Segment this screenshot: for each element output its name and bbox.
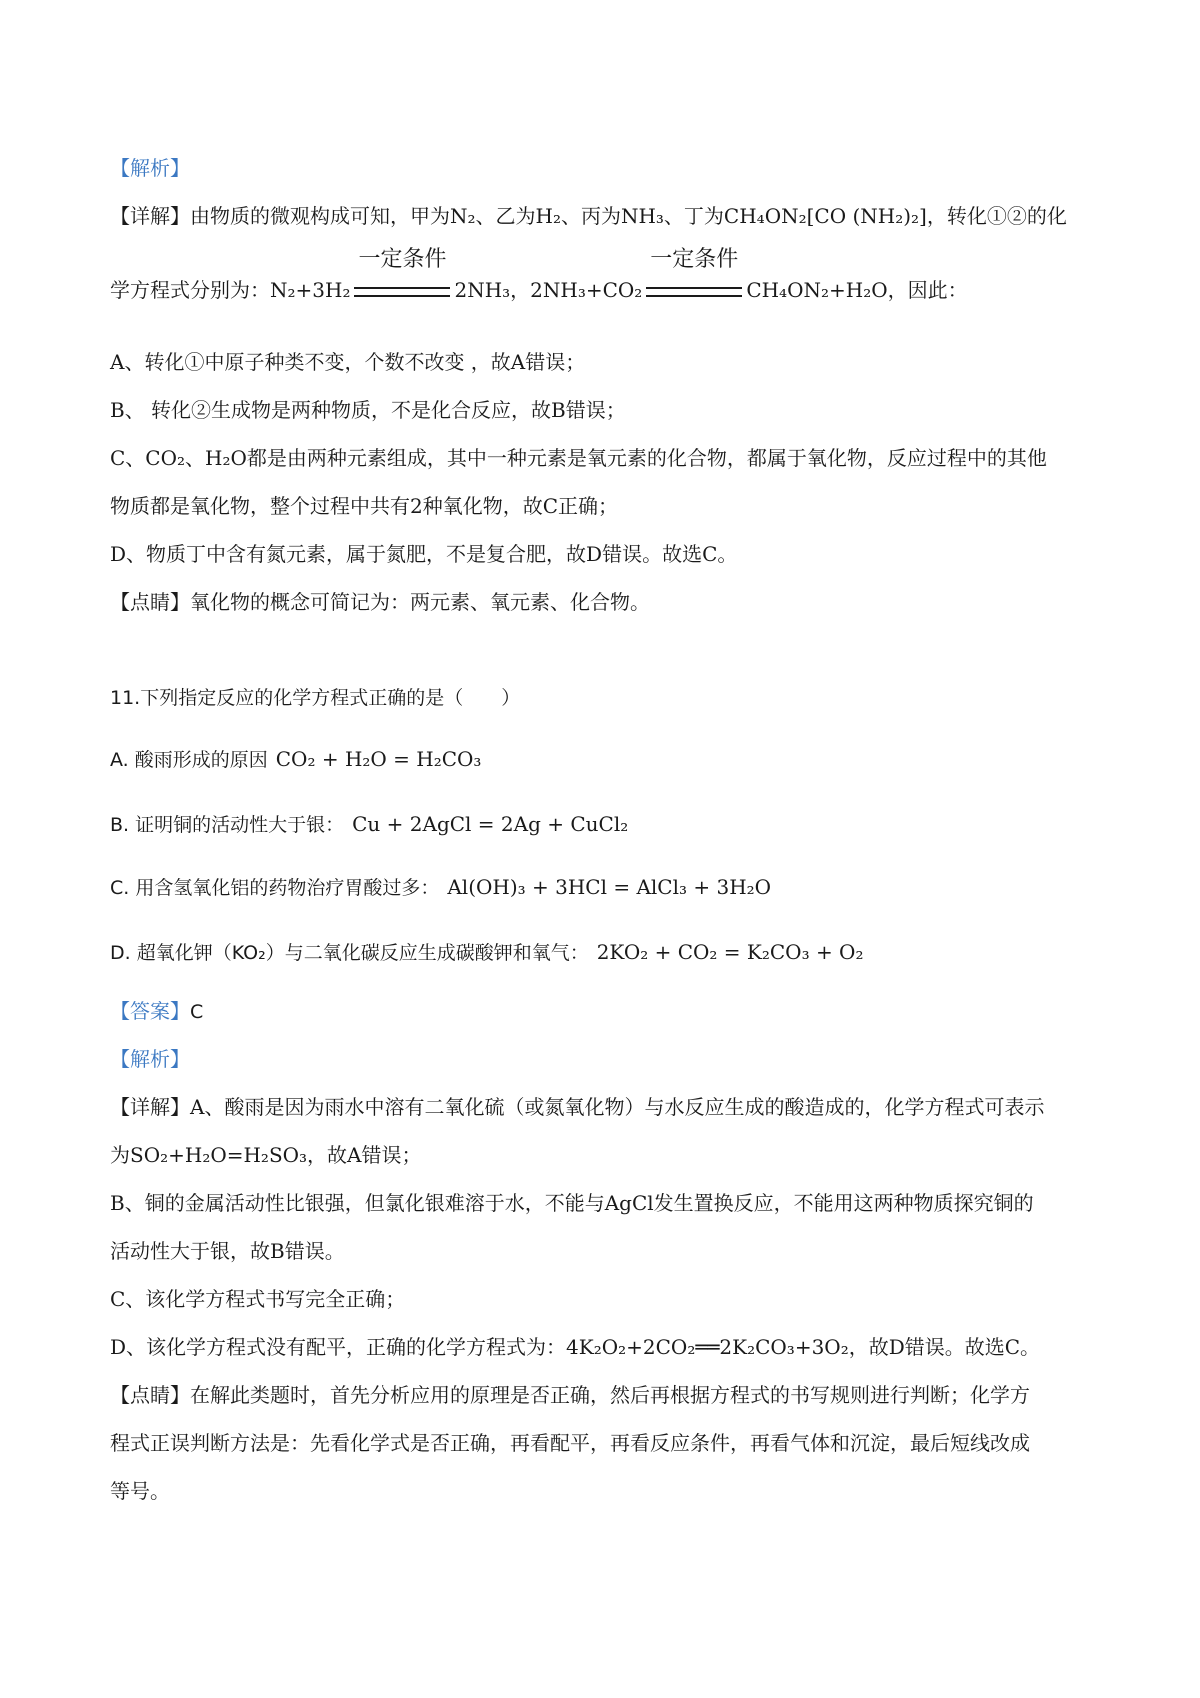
question-11-option-a [110,746,1100,773]
option-b-analysis: B、 转化②生成物是两种物质，不是化合反应，故B错误； [110,398,626,422]
option-a-formula: CO₂ + H₂O = H₂CO₃ [275,747,482,771]
detail-paragraph-line1: 【详解】由物质的微观构成可知，甲为N₂、乙为H₂、丙为NH₃、丁为CH₄ON₂[CO (NH₂)₂]，转化①②的化 [110,204,1067,228]
equation-1-condition: 一定条件 [358,247,447,272]
equation-2-arrow [646,247,742,303]
option-c-analysis-line1: C、CO₂、H₂O都是由两种元素组成，其中一种元素是氧元素的化合物，都属于氧化物，反应过程中的其他 [110,446,1047,470]
comment: 【点睛】氧化物的概念可简记为：两元素、氧元素、化合物。 [110,590,650,614]
comment-q11-line1: 【点睛】在解此类题时，首先分析应用的原理是否正确，然后再根据方程式的书写规则进行判断；化学方 [110,1383,1030,1407]
option-b-formula: Cu + 2AgCl = 2Ag + CuCl₂ [352,812,629,836]
equation-1-arrow [354,247,450,303]
comment-q11-line3: 等号。 [110,1479,170,1503]
detail-a-line1: 【详解】A、酸雨是因为雨水中溶有二氧化硫（或氮氧化物）与水反应生成的酸造成的，化学方程式可表示 [110,1095,1045,1119]
option-c-text: C. 用含氢氧化铝的药物治疗胃酸过多： [110,877,440,899]
detail-b-line2: 活动性大于银，故B错误。 [110,1239,345,1263]
option-d-analysis: D、物质丁中含有氮元素，属于氮肥，不是复合肥，故D错误。故选C。 [110,542,738,566]
comment-q11-line2: 程式正误判断方法是：先看化学式是否正确，再看配平，再看反应条件，再看气体和沉淀，最后短线改成 [110,1431,1030,1455]
option-b-text: B. 证明铜的活动性大于银： [110,814,345,836]
detail-b-line1: B、铜的金属活动性比银强，但氯化银难溶于水，不能与AgCl发生置换反应，不能用这两种物质探究铜的 [110,1191,1034,1215]
question-11-option-d [110,939,1100,966]
option-a-text: A. 酸雨形成的原因 [110,749,268,771]
analysis-tag: 【解析】 [110,156,190,180]
question-11-stem: 11.下列指定反应的化学方程式正确的是（ ） [110,687,521,709]
equation-1-reactants: 学方程式分别为：N₂+3H₂ [110,278,351,302]
detail-paragraph-line2 [110,247,1100,303]
option-d-formula: 2KO₂ + CO₂ = K₂CO₃ + O₂ [596,940,864,964]
analysis-tag-q11: 【解析】 [110,1047,190,1071]
answer-tag: 【答案】 [110,999,190,1023]
equation-2-condition: 一定条件 [650,247,739,272]
option-d-text: D. 超氧化钾（KO₂）与二氧化碳反应生成碳酸钾和氧气： [110,942,589,964]
detail-d: D、该化学方程式没有配平，正确的化学方程式为：4K₂O₂+2CO₂══2K₂CO₃+3O₂，故D错误。故选C。 [110,1335,1041,1359]
option-c-analysis-line2: 物质都是氧化物，整个过程中共有2种氧化物，故C正确； [110,494,619,518]
equation-mid: 2NH₃，2NH₃+CO₂ [454,278,643,302]
question-11-option-c [110,874,1100,901]
detail-c: C、该化学方程式书写完全正确； [110,1287,406,1311]
detail-a-line2: 为SO₂+H₂O=H₂SO₃，故A错误； [110,1143,422,1167]
answer-value: C [190,1001,204,1023]
question-11-option-b [110,811,1100,838]
option-a-analysis: A、转化①中原子种类不变，个数不改变 ，故A错误； [110,350,586,374]
answer-line [110,998,1100,1025]
option-c-formula: Al(OH)₃ + 3HCl = AlCl₃ + 3H₂O [447,875,772,899]
equation-2-products: CH₄ON₂+H₂O，因此： [746,278,968,302]
